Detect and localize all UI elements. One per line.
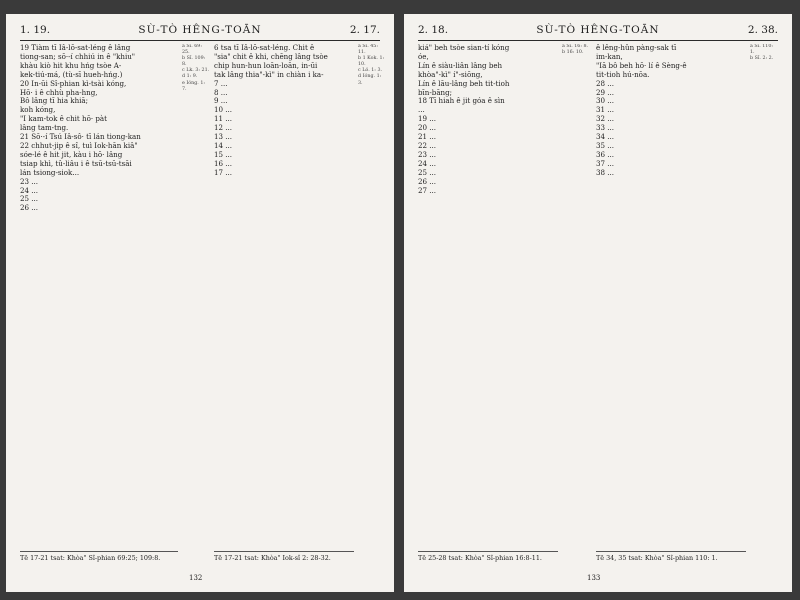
right-header-title: SÙ-TÒ HÊNG-TOĀN <box>536 24 660 36</box>
text-line: khòa"-kì" í"-siōng, <box>418 69 483 79</box>
text-line: 24 ... <box>20 185 39 195</box>
text-line: Lín ê lāu-lâng beh tit-tioh <box>418 78 510 88</box>
text-line: lán tsiong-siok... <box>20 167 80 177</box>
text-line: 33 ... <box>596 123 615 133</box>
text-line: b 1 Kok. 1: 10. <box>358 56 385 68</box>
text-line: 17 ... <box>214 167 233 177</box>
text-line: a Sî. 16: 8. <box>562 44 589 49</box>
text-line: a Sî. 69: 25. <box>182 44 202 56</box>
text-line: 37 ... <box>596 158 615 168</box>
text-line: 35 ... <box>596 140 615 150</box>
text-line: Bô lâng tī hia khiā; <box>20 96 89 106</box>
text-line: 20 ... <box>418 123 437 133</box>
text-line: 19 ... <box>418 114 437 124</box>
left-cross-references-2 <box>358 44 386 544</box>
right-header-chapter-end: 2. 38. <box>747 24 778 36</box>
text-line: b Sî. 2: 2. <box>750 56 774 62</box>
text-line: 21 Sō·-í Tsú Iâ-sô· tī lán tiong-kan <box>20 132 141 142</box>
right-text-column-1 <box>418 44 558 544</box>
text-line: 20 In-ūi Sî-phian kì-tsài kóng, <box>20 78 127 88</box>
text-line: im-kan, <box>596 51 623 61</box>
left-footnote-2: Tē 17-21 tsat: Khòa" Iok-sî 2: 28-32. <box>214 551 354 562</box>
text-line: Hō· i ê chhù pha-hng, <box>20 87 98 97</box>
text-line: a Sî. 45: 11. <box>358 44 378 56</box>
left-text-column-2 <box>214 44 354 544</box>
text-line: 14 ... <box>214 140 233 150</box>
text-line: 21 ... <box>418 132 437 142</box>
text-line: 27 ... <box>418 185 437 195</box>
text-line: 32 ... <box>596 114 615 124</box>
text-line: 25 ... <box>20 194 39 204</box>
text-line: 36 ... <box>596 149 615 159</box>
text-line: "I kam-tok ê chit hō· pàt <box>20 114 107 124</box>
text-line: 7 ... <box>214 78 228 88</box>
text-line: khàu kiò hit khu hńg tsòe A- <box>20 60 122 70</box>
text-line: tit-tioh hú-nōa. <box>596 69 650 79</box>
text-line: 26 ... <box>418 176 437 186</box>
text-line: c Lk. 3: 21. <box>182 68 210 74</box>
left-cross-references-1 <box>182 44 210 544</box>
text-line: 22 chhut-jip ê sî, tuì Iok-hān kiâ" <box>20 140 138 150</box>
right-page-number: 133 <box>587 574 601 582</box>
left-header-chapter: 1. 19. <box>20 24 51 36</box>
text-line: 12 ... <box>214 123 233 133</box>
text-line: e Ióng. 1: 7. <box>182 80 206 92</box>
text-line: 9 ... <box>214 96 228 106</box>
text-line: 26 ... <box>20 203 39 213</box>
text-line: 11 ... <box>214 114 233 124</box>
left-page-header <box>20 24 380 41</box>
right-page-header <box>418 24 778 41</box>
text-line: 30 ... <box>596 96 615 106</box>
left-header-chapter-end: 2. 17. <box>349 24 380 36</box>
text-line: 8 ... <box>214 87 228 97</box>
text-line: bīn-bāng; <box>418 87 453 97</box>
text-line: tiong-san; sō·-í chhiú in ê "khiu" <box>20 51 136 61</box>
text-line: "sia" chit ê khi, chēng lâng tsòe <box>214 51 328 61</box>
text-line: 28 ... <box>596 78 615 88</box>
text-line: 23 ... <box>418 149 437 159</box>
text-line: 25 ... <box>418 167 437 177</box>
left-header-title: SÙ-TÒ HÊNG-TOĀN <box>138 24 262 36</box>
text-line: koh kóng, <box>20 105 56 115</box>
text-line: b 16: 10. <box>562 50 584 56</box>
text-line: chip hun-hun loān-loān, in-ūi <box>214 60 318 70</box>
text-line: 15 ... <box>214 149 233 159</box>
text-line: a Sî. 110: 1. <box>750 44 774 56</box>
text-line: kiá" beh tsòe sian-tí kóng <box>418 44 510 52</box>
right-footnote: Tē 25-28 tsat: Khòa" Sî-phian 16:8-11. <box>418 551 558 562</box>
text-line: tsiap khì, tû-liâu i ê tsū-tsū-tsāi <box>20 158 132 168</box>
text-line: 24 ... <box>418 158 437 168</box>
text-line: 22 ... <box>418 140 437 150</box>
text-line: 23 ... <box>20 176 39 186</box>
right-cross-references-1 <box>562 44 590 544</box>
text-line: lâng tam-tng. <box>20 123 69 133</box>
right-cross-references-2 <box>750 44 778 544</box>
right-footnote-2: Tē 34, 35 tsat: Khòa" Sî-phian 110: 1. <box>596 551 746 562</box>
text-line: 6 tsa tī Iâ-lō-sat-léng. Chit ê <box>214 44 315 52</box>
text-line: 16 ... <box>214 158 233 168</box>
text-line: d Ióng. 1: 3. <box>358 74 382 86</box>
text-line: c Ló. 1: 3. <box>358 68 383 74</box>
right-text-column-2 <box>596 44 746 544</box>
text-line: ê lêng-hûn pàng-sak tī <box>596 44 677 52</box>
text-line: 29 ... <box>596 87 615 97</box>
text-line: 38 ... <box>596 167 615 177</box>
text-line: tak lâng thia"-kì" in chiàn i ka- <box>214 69 324 79</box>
text-line: ... <box>418 105 425 115</box>
text-line: 10 ... <box>214 105 233 115</box>
left-page-number: 132 <box>189 574 203 582</box>
text-line: kek-tiú-má, (tù-sī hueh-hńg.) <box>20 69 123 79</box>
right-page <box>404 14 792 592</box>
left-text-column-1 <box>20 44 178 544</box>
text-line: "Iā bô beh hō· lí ê Sèng-ê <box>596 60 687 70</box>
text-line: óe, <box>418 51 429 61</box>
text-line: 13 ... <box>214 132 233 142</box>
text-line: 31 ... <box>596 105 615 115</box>
left-footnote: Tē 17-21 tsat: Khòa" Sî-phian 69:25; 109:8. <box>20 551 178 562</box>
left-page <box>6 14 394 592</box>
right-header-chapter: 2. 18. <box>418 24 449 36</box>
text-line: b Sî. 109: 8. <box>182 56 206 68</box>
text-line: Lín ê siàu-liân lâng beh <box>418 60 503 70</box>
text-line: 34 ... <box>596 132 615 142</box>
text-line: d 1: 9. <box>182 74 198 80</box>
text-line: 19 Tiàm tī Iâ-lō-sat-léng ê lâng <box>20 44 131 52</box>
text-line: 18 Tī hiah ê jit góa ê sìn <box>418 96 505 106</box>
text-line: sóe-lé ê hit jit, kàu i hō· lâng <box>20 149 123 159</box>
